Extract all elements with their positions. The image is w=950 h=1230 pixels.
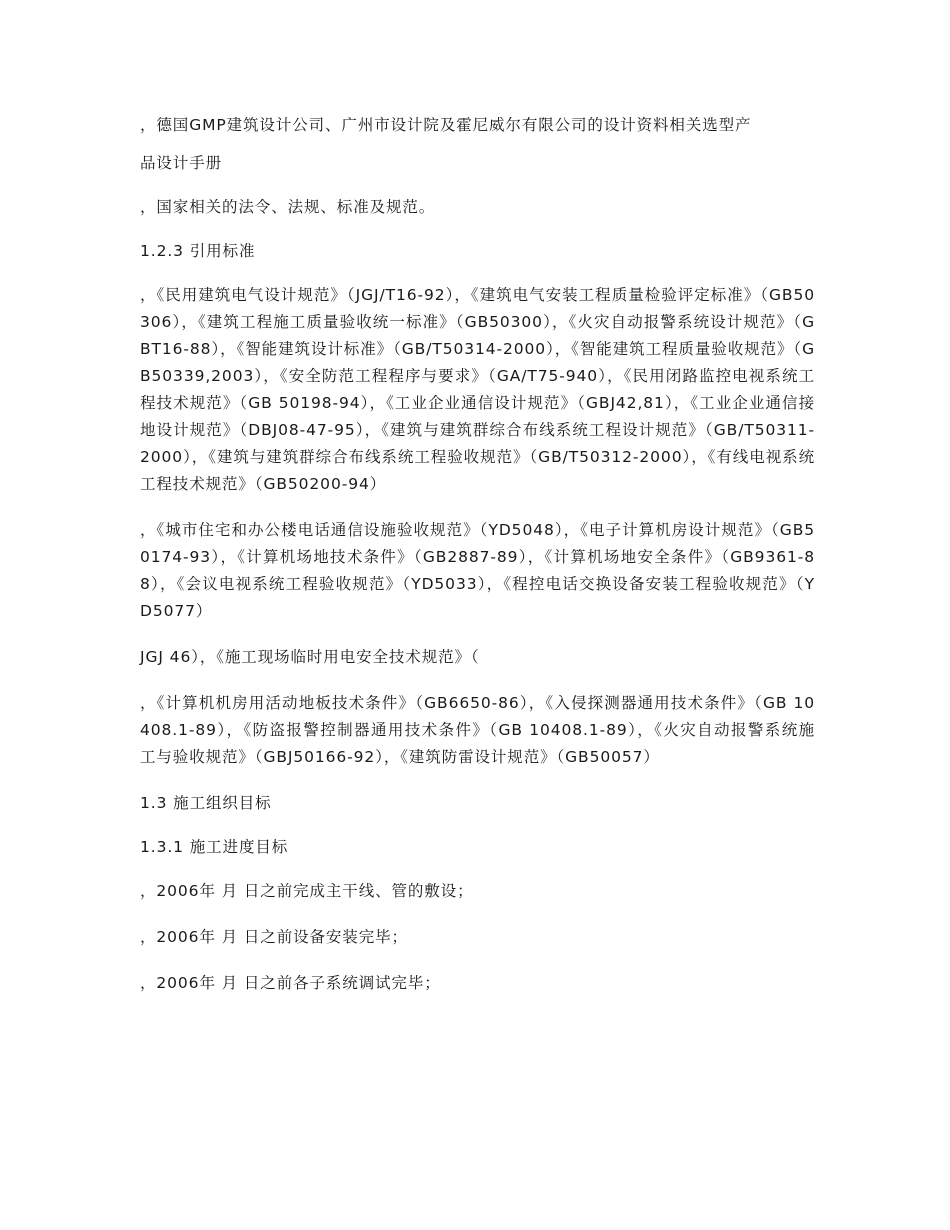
schedule-item-3: ，2006年 月 日之前各子系统调试完毕； xyxy=(140,974,441,992)
section-heading-1-3-1: 1.3.1 施工进度目标 xyxy=(140,838,289,856)
standards-list-paragraph-3: JGJ 46），《施工现场临时用电安全技术规范》（ xyxy=(140,648,480,666)
standards-list-paragraph-1: ，《民用建筑电气设计规范》（JGJ/T16-92），《建筑电气安装工程质量检验评定标准》（GB50306），《建筑工程施工质量验收统一标准》（GB50300），《火灾自动报警系统设计规范》（GBT16-88），《智能建筑设计标准》（GB/T50314-2000），《智能建筑工程质量验收规范》（GB50339,2003），《安全防范工程程序与要求》（GA/T75-940），《民用闭路监控电视系统工程技术规范》（GB 50198-94），《工业企业通信设计规范》（GBJ42,81），《工业企业通信接地设计规范》（DBJ08-47-95），《建筑与建筑群综合布线系统工程设计规范》（GB/T50311-2000），《建筑与建筑群综合布线系统工程验收规范》（GB/T50312-2000），《有线电视系统工程技术规范》（GB50200-94） xyxy=(140,286,815,493)
schedule-item-1: ，2006年 月 日之前完成主干线、管的敷设； xyxy=(140,882,474,900)
schedule-item-2: ，2006年 月 日之前设备安装完毕； xyxy=(140,928,408,946)
product-manual-line: 品设计手册 xyxy=(140,154,223,172)
national-regulations-line: ，国家相关的法令、法规、标准及规范。 xyxy=(140,198,436,216)
standards-list-paragraph-4: ，《计算机机房用活动地板技术条件》（GB6650-86），《入侵探测器通用技术条件》（GB 10408.1-89），《防盗报警控制器通用技术条件》（GB 10408.1-89），《火灾自动报警系统施工与验收规范》（GBJ50166-92），《建筑防雷设计规范》（GB50057） xyxy=(140,694,815,766)
reference-sources-paragraph: ，德国GMP建筑设计公司、广州市设计院及霍尼威尔有限公司的设计资料相关选型产 xyxy=(140,116,752,134)
document-page xyxy=(140,112,815,1014)
section-heading-1-2-3: 1.2.3 引用标准 xyxy=(140,242,256,260)
section-heading-1-3: 1.3 施工组织目标 xyxy=(140,794,272,812)
standards-list-paragraph-2: ，《城市住宅和办公楼电话通信设施验收规范》（YD5048），《电子计算机房设计规范》（GB50174-93），《计算机场地技术条件》（GB2887-89），《计算机场地安全条件》（GB9361-88），《会议电视系统工程验收规范》（YD5033），《程控电话交换设备安装工程验收规范》（YD5077） xyxy=(140,521,815,620)
